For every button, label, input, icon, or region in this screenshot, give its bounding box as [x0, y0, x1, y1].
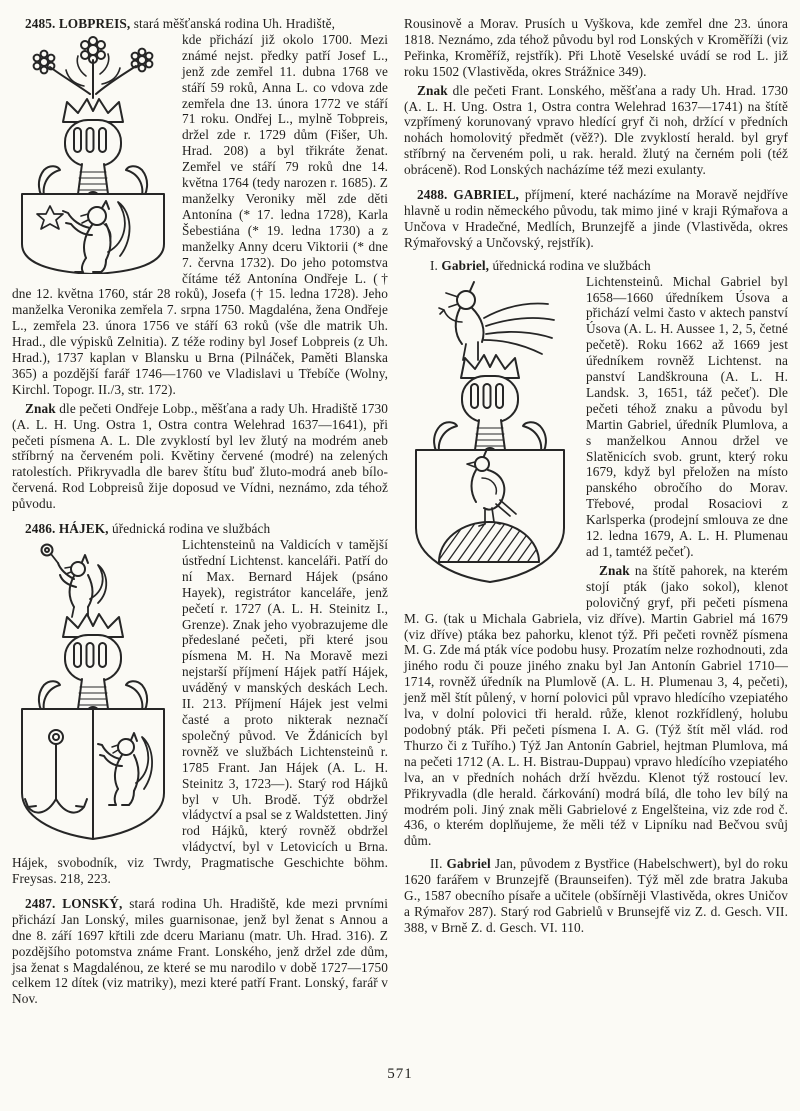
blazon-label: Znak: [599, 562, 630, 578]
entry-body: [12, 537, 388, 887]
sub-entry-lead: úřednická rodina ve službách: [492, 257, 651, 273]
entry-text: stará rodina Uh. Hradiště, kde mezi prvními přichází Jan Lonský, miles guarnisonae, jenž byl ženat s Annou a dne 8. září 1697 křtili zde dceru Marianu (matr. Uh. Hrad. 316). Z pozdějšího potomstva známe Frant. Lonského, jenž držel zde dům, jsa ženat s Magdalénou, ze které se mu narodilo v době 1727—1750 celkem 12 dítek (viz matriky), mezi které patří Frant. Lonský, farář v Nov.: [12, 895, 389, 1007]
entry-number-name: 2488. GABRIEL,: [417, 187, 519, 203]
blazon-text: na štítě pahorek, na kterém stojí pták (jako sokol), klenot polovičný gryf, při pečeti písmena M. G. (tak u Michala Gabriela, viz dříve). Martin Gabriel má 1679 (viz dříve) ptáka bez pahorku, klenot týž. Při pečeti rovněž písmena M. G. Zde má pták více podobu husy. Prozatím nelze rozhodnouti, zda jiného rodu či pouze jiného znaku byl Jan Antonín Gabriel 1710—1714, rovněž úředník na Plumlově (A. L. H. Plumenau 3, 4, pečeti), jenž měl štít půlený, v horní polovici půl vpravo hledícího vzepiatého lva, v dolní polovici tři herald. růže, klenot rozkřídlený, holubu podobný pták. Při pečeti písmena I. A. G. (Týž štít měl vlád. rod Thurzo či z Tuřího.) Týž Jan Antonín Gabriel, hejtman Plumlova, má na pečeti 1712 (A. L. H. Bistrau-Duppau) vpravo hledícího vzepiatého lva, an v předních nohách drží hvězdu. Klenot týž rostoucí lev. Přikryvadla (dle herald. čárkování) modrá bílá, dle toho lev bílý na modrém poli. Jiný znak měli Gabrielové z Engelšteina, viz zde rod č. 436, o kterém doplňujeme, že měli též v Lipníku nad Bečvou svůj dům.: [404, 562, 788, 849]
entry-lonsky: [12, 896, 388, 1007]
sub-entry-text: Lichtensteinů. Michal Gabriel byl 1658—1660 úředníkem Úsova a přichází velmi často v aktech panství Úsova (A. L. H. Aussee 1, 2, 5, četné pečetě). Roku 1662 až 1669 jest úředníkem rovněž Lichtenst. na panství Landškrouna (A. L. H. Landsk. 3, 1651, táž pečeť). Dle pečeti téhož znaku a původu byl Martin Gabriel, úředník Plumlova, a s manželkou Annou držel ve Slatěnicích svob. grunt, který roku 1679, když byl přeložen na místo panského obročího do Morav. Třebové, prodal Rosaciovi z Karlsperka (prodejní smlouva ze dne 12. ledna 1679, A. L. H. Plumenau ad 1, tamtéž pečeť).: [586, 273, 788, 559]
entry-number-name: 2487. LONSKÝ,: [25, 895, 123, 911]
hajek-coat-of-arms: [14, 541, 172, 841]
blazon-paragraph: [404, 83, 788, 178]
sub-entry-text: Jan, původem z Bystřice (Habelschwert), byl do roku 1620 farářem v Brunzejfě (Braunseifen). Týž měl zde bratra Jakuba G., 1587 obecního písaře a učitele (obšírněji Vlastivěda, okres Uničov a Rýmařov 287). Starý rod Gabrielů v Brunsejfě viz Z. d. Gesch. VII. 388, v Brně Z. d. Gesch. VI. 110.: [404, 856, 788, 935]
entry-lead-text: úřednická rodina ve službách: [112, 521, 271, 537]
entry-heading-line: [12, 521, 388, 537]
sub-entry-name: Gabriel: [446, 856, 491, 872]
text-columns: [12, 16, 788, 1007]
left-column: [12, 16, 388, 1007]
entry-lead-text: stará měšťanská rodina Uh. Hradiště,: [133, 16, 336, 31]
entry-number-name: 2485. LOBPREIS,: [25, 16, 131, 31]
sub-entry-numeral: II.: [430, 856, 443, 872]
blazon-text: dle pečeti Frant. Lonského, měšťana a rady Uh. Hrad. 1730 (A. L. H. Ung. Ostra 1, Ostra contra Welehrad 1637—1741) na štítě vzpřímený korunovaný vpravo hledící gryf či noh, držící v předních nohách homolovitý předmět (věž?). Dle zvyklostí herald. byl gryf stříbrný na červeném poli, u rak. herald. žlutý na černém poli (též obráceně). Rod Lonských nacházíme též mezi exulanty.: [404, 82, 788, 178]
entry-text: příjmení, které nacházíme na Moravě nejdříve hlavně u rodin německého původu, tak mimo jiné v kraji Rýmařova a Unčova v Hradečné, Medlích, Brunzejfě a jinde (Vlastivěda, okres Rýmařovský a Unčovský, rejstřík).: [404, 187, 788, 250]
entry-heading-line: [12, 16, 388, 32]
right-column: [404, 16, 788, 1007]
sub-entry-body: [404, 856, 788, 936]
entry-gabriel-II: [404, 856, 788, 936]
entry-text: kde přichází již okolo 1700. Mezi známé nejst. předky patří Josef L., jenž zde zemřel 11. dubna 1768 ve stáří 59 roků, Anna L. co vdova zde zemřela dne 13. února 1772 ve stáří 71 roku. Ondřej L., mylně Tobpreis, držel zde r. 1729 dům (Fišer, Uh. Hrad. 208) a byl třikráte ženat. Zemřel ve stáří 79 roků dne 14. května 1764 (tedy narozen r. 1685). Z manželky Veroniky měl zde děti Antonína (* 17. ledna 1728), Karla Šebestiána (* 19. ledna 1730) a z manželky Anny dceru Viktorii (* dne 7. června 1732). Do jeho potomstva čítáme též Antonína Ondřeje L. († dne 12. května 1760, stár 28 roků), Josefa († 15. ledna 1728). Jeho manželka Veronika zemřela 7. srpna 1750. Magdaléna, žena Ondřeje L., zemřela 23. února 1756 ve stáří 63 roků (vše dle matrik Uh. Hrad., dle výpisků Zelnitia). Z téže rodiny byl Josef Lobpreis (z Uh. Hrad.), 1737 kaplan v Blansku u Brna (Pilnáček, Paměti Blanska 365) a pozdější farář 1746—1760 ve Vladislavi u Třebíče (Wolny, Kirchl. Topogr. II./3, str. 172).: [12, 31, 389, 397]
entry-lobpreis: [12, 16, 388, 512]
page-number: 571: [387, 1066, 413, 1082]
blazon-text: dle pečeti Ondřeje Lobp., měšťana a rady Uh. Hradiště 1730 (A. L. H. Ung. Ostra 1, Ostra contra Welehrad 1637—1641), při pečeti písmena A. L. Dle zvyklostí byl lev žlutý na modrém aneb stříbrný na červeném poli. Květiny červené (modré) na zelených ratolestích. Přikryvadla dle barev štítu buď žluto-modrá aneb bílo-červená. Rod Lobpreisů žije doposud ve Vídni, neznámo, zda téhož původu.: [12, 400, 389, 512]
entry-gabriel-I: [404, 258, 788, 850]
blazon-label: Znak: [417, 82, 448, 98]
gabriel-coat-of-arms: [406, 278, 576, 596]
blazon-paragraph: [404, 563, 788, 849]
entry-lonsky-continuation: [404, 16, 788, 178]
entry-number-name: 2486. HÁJEK,: [25, 521, 109, 537]
continuation-text: Rousinově a Morav. Prusích u Vyškova, kde zemřel dne 23. února 1818. Neznámo, zda téhož původu byl rod Lonských v Kroměříži (viz Peřinka, Kroměříž, rejstřík). Při Lhotě Veselské uvádí se rod L. již roku 1502 (Vlastivěda, okres Strážnice 349).: [404, 16, 788, 79]
entry-text: Lichtensteinů na Valdicích v tamější ústřední Lichtenst. kanceláři. Patří do ní Max. Bernard Hájek (psáno Hayek), registrátor kanceláře, jenž pečetí r. 1727 (A. L. H. Steinitz I., Grenze). Znak jeho vyobrazujeme dle předeslané pečeti, při které jsou písmena M. H. Na Moravě mezi nejstarší příjmení Hájek patří Hájek, uváděný v manských deskách Lech. II. 213. Příjmení Hájek jest velmi časté a proto nikterak neznačí společný původ. Ve Ždánicích byl rovněž ve službách Lichtensteinů r. 1785 Frant. Jan Hájek (A. L. H. Steinitz 3, 1723—). Starý rod Hájků byl v Uh. Brodě. Týž obdržel vládyctví a psal se z Waldstetten. Jiný rod Hájků, který rovněž obdržel vládyctví, byl v Letovicích u Brna. Hájek, svobodník, viz Twrdy, Pragmatische Geschichte böhm. Freysas. 218, 223.: [12, 537, 389, 887]
sub-entry-body: [404, 274, 788, 560]
entry-gabriel: [404, 187, 788, 251]
blazon-paragraph: [12, 401, 388, 512]
continuation-text-paragraph: [404, 16, 788, 80]
entry-body: [12, 896, 388, 1007]
sub-entry-name: Gabriel,: [441, 257, 490, 273]
lobpreis-coat-of-arms: [14, 36, 172, 274]
entry-body: [12, 32, 388, 398]
blazon-label: Znak: [25, 400, 56, 416]
entry-body: [404, 187, 788, 251]
sub-entry-numeral: I.: [430, 257, 438, 273]
sub-entry-heading-line: [404, 258, 788, 274]
entry-hajek: [12, 521, 388, 887]
